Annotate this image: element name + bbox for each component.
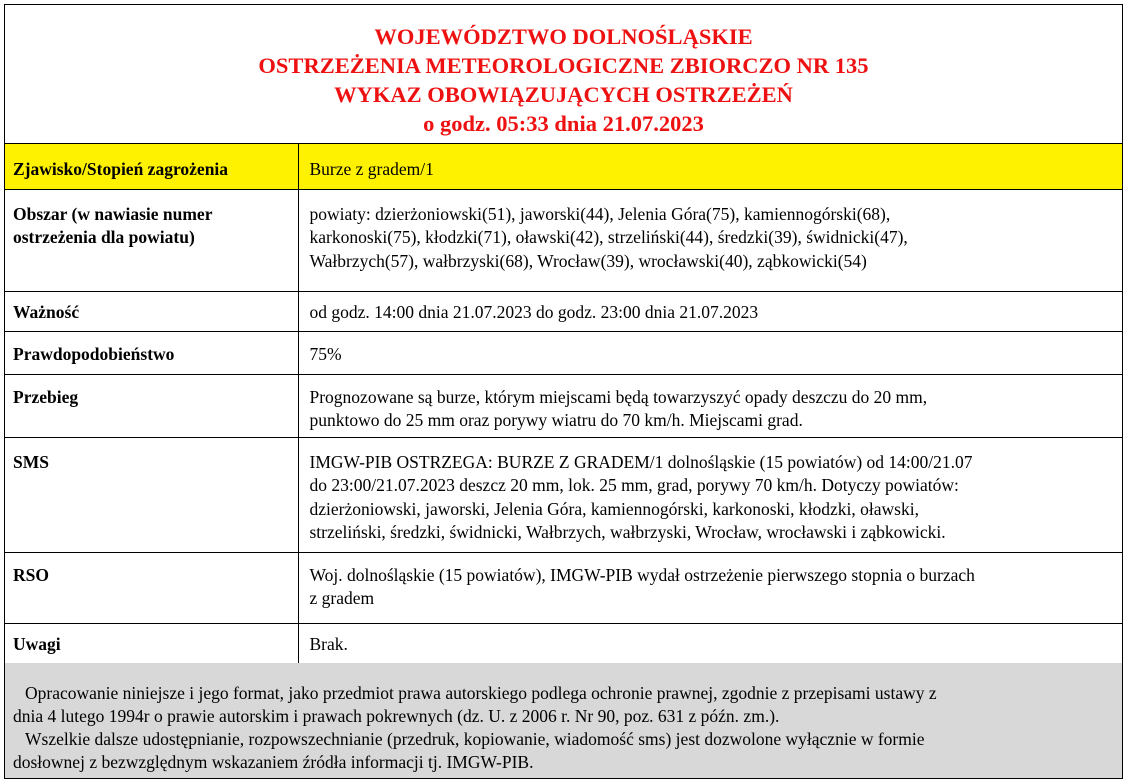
copyright-footer [5,663,1122,778]
copyright-line: dnia 4 lutego 1994r o prawie autorskim i prawach pokrewnych (dz. U. z 2006 r. Nr 90, poz. 631 z późn. zm.). [13,706,780,726]
warning-document [4,4,1123,779]
value-validity: od godz. 14:00 dnia 21.07.2023 do godz. 23:00 dnia 21.07.2023 [298,291,1122,331]
header-issue-time: o godz. 05:33 dnia 21.07.2023 [423,111,704,136]
row-sms [5,437,1122,552]
header-region-title: WOJEWÓDZTWO DOLNOŚLĄSKIE [374,24,753,49]
row-phenomenon [5,144,1122,189]
document-header [5,5,1122,144]
value-notes: Brak. [298,623,1122,663]
label-sms: SMS [5,437,298,552]
value-rso-line: z gradem [309,588,375,608]
usage-paragraph [13,728,1114,774]
value-area-line: powiaty: dzierżoniowski(51), jaworski(44), Jelenia Góra(75), kamiennogórski(68), [309,203,891,224]
value-sms-line: strzeliński, średzki, świdnicki, Wałbrzych, wałbrzyski, Wrocław, wrocławski i ząbkowicki. [309,522,946,542]
value-course-line: Prognozowane są burze, którym miejscami będą towarzyszyć opady deszczu do 20 mm, [309,386,928,407]
usage-line: Wszelkie dalsze udostępnianie, rozpowszechnianie (przedruk, kopiowanie, wiadomość sms) jest dozwolone wyłącznie w formie [25,729,925,749]
warning-table [5,144,1122,664]
value-area-line: karkonoski(75), kłodzki(71), oławski(42), strzeliński(44), średzki(39), świdnicki(47), [309,227,908,247]
label-area [5,189,298,291]
value-area-line: Wałbrzych(57), wałbrzyski(68), Wrocław(39), wrocławski(40), ząbkowicki(54) [309,250,867,271]
label-course: Przebieg [5,374,298,437]
value-probability: 75% [298,331,1122,374]
value-area [298,189,1122,291]
label-phenomenon: Zjawisko/Stopień zagrożenia [5,144,298,189]
usage-line: dosłownej z bezwzględnym wskazaniem źródła informacji tj. IMGW-PIB. [13,752,534,772]
header-warning-number: OSTRZEŻENIA METEOROLOGICZNE ZBIORCZO NR 135 [258,53,869,78]
value-sms-line: do 23:00/21.07.2023 deszcz 20 mm, lok. 25 mm, grad, porywy 70 km/h. Dotyczy powiatów: [309,475,959,495]
row-notes [5,623,1122,663]
label-probability: Prawdopodobieństwo [5,331,298,374]
value-rso-line: Woj. dolnośląskie (15 powiatów), IMGW-PIB wydał ostrzeżenie pierwszego stopnia o burzach [309,564,975,585]
row-validity [5,291,1122,331]
label-area-line: Obszar (w nawiasie numer [13,203,213,224]
row-area [5,189,1122,291]
label-area-line: ostrzeżenia dla powiatu) [13,227,195,247]
copyright-line: Opracowanie niniejsze i jego format, jako przedmiot prawa autorskiego podlega ochronie prawnej, zgodnie z przepisami ustawy z [25,683,937,703]
label-validity: Ważność [5,291,298,331]
row-course [5,374,1122,437]
value-course [298,374,1122,437]
value-sms-line: IMGW-PIB OSTRZEGA: BURZE Z GRADEM/1 dolnośląskie (15 powiatów) od 14:00/21.07 [309,451,973,472]
label-rso: RSO [5,552,298,623]
value-sms-line: dzierżoniowski, jaworski, Jelenia Góra, kamiennogórski, karkonoski, kłodzki, oławski, [309,498,919,519]
row-probability [5,331,1122,374]
row-rso [5,552,1122,623]
value-sms [298,437,1122,552]
value-phenomenon: Burze z gradem/1 [298,144,1122,189]
header-list-title: WYKAZ OBOWIĄZUJĄCYCH OSTRZEŻEŃ [334,82,793,107]
value-course-line: punktowo do 25 mm oraz porywy wiatru do 70 km/h. Miejscami grad. [309,410,803,430]
copyright-paragraph [13,682,1114,728]
value-rso [298,552,1122,623]
label-notes: Uwagi [5,623,298,663]
